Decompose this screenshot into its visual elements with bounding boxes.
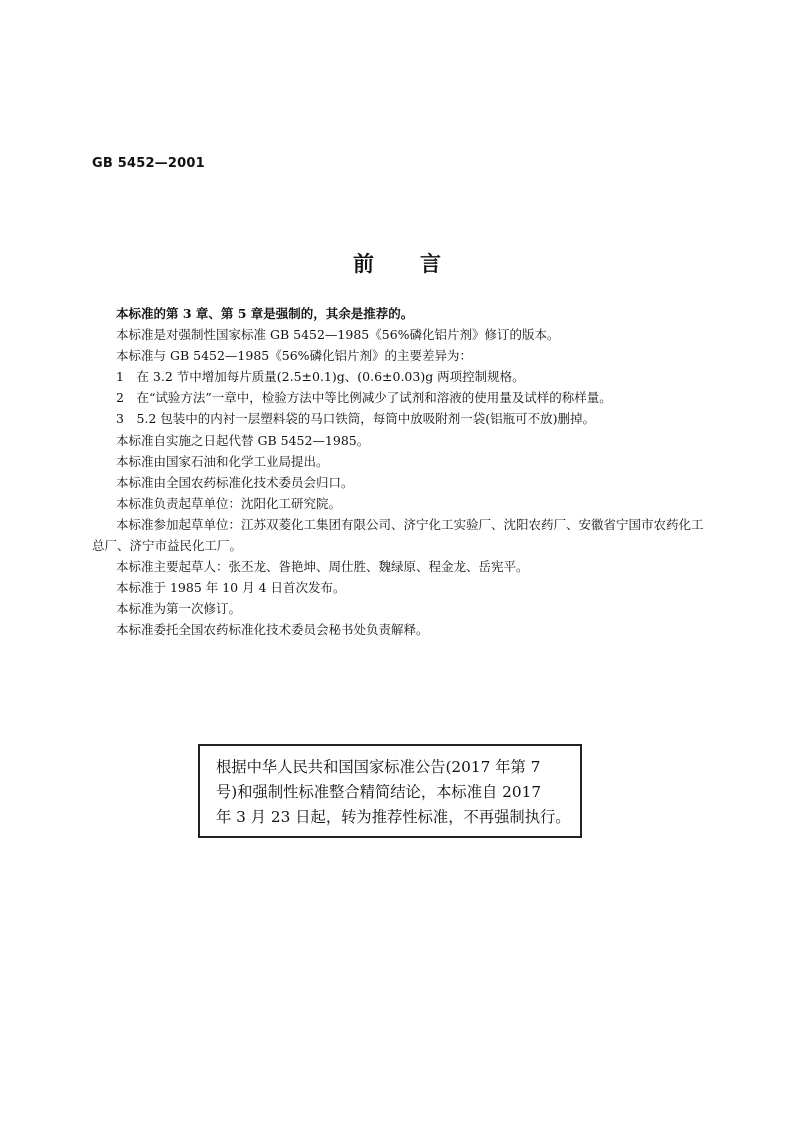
paragraph-replaces: 本标准自实施之日起代替 GB 5452—1985。: [116, 432, 370, 448]
foreword-body: [92, 303, 712, 641]
paragraph-first-issued: 本标准于 1985 年 10 月 4 日首次发布。: [116, 580, 346, 596]
notice-line-2: 号)和强制性标准整合精简结论，本标准自 2017: [216, 783, 542, 801]
paragraph-proposed-by: 本标准由国家石油和化学工业局提出。: [116, 453, 329, 469]
list-item-difference-2: 2 在“试验方法”一章中，检验方法中等比例减少了试剂和溶液的使用量及试样的称样量。: [116, 390, 612, 406]
paragraph-differences-intro: 本标准与 GB 5452—1985《56%磷化铝片剂》的主要差异为：: [116, 348, 473, 364]
notice-box: [198, 744, 582, 838]
paragraph-drafters: 本标准主要起草人：张丕龙、昝艳坤、周仕胜、魏绿原、程金龙、岳宪平。: [116, 559, 529, 575]
paragraph-revision-basis: 本标准是对强制性国家标准 GB 5452—1985《56%磷化铝片剂》修订的版本。: [116, 327, 560, 343]
page-title: 前言: [353, 252, 487, 276]
paragraph-mandatory-chapters: 本标准的第 3 章、第 5 章是强制的，其余是推荐的。: [116, 306, 414, 321]
paragraph-participating-units: 本标准参加起草单位：江苏双菱化工集团有限公司、济宁化工实验厂、沈阳农药厂、安徽省宁国市农药化工总厂、济宁市益民化工厂。: [92, 516, 704, 554]
list-item-difference-1: 1 在 3.2 节中增加每片质量(2.5±0.1)g、(0.6±0.03)g 两项控制规格。: [116, 369, 525, 385]
paragraph-interpretation: 本标准委托全国农药标准化技术委员会秘书处负责解释。: [116, 622, 429, 638]
paragraph-centralized-by: 本标准由全国农药标准化技术委员会归口。: [116, 474, 354, 490]
list-item-difference-3: 3 5.2 包装中的内衬一层塑料袋的马口铁筒，每筒中放吸附剂一袋(铝瓶可不放)删掉。: [116, 411, 596, 427]
paragraph-revision-count: 本标准为第一次修订。: [116, 601, 242, 617]
notice-line-3: 年 3 月 23 日起，转为推荐性标准，不再强制执行。: [216, 808, 571, 826]
standard-code: GB 5452—2001: [92, 156, 205, 171]
notice-line-1: 根据中华人民共和国国家标准公告(2017 年第 7: [216, 758, 541, 776]
paragraph-drafting-unit: 本标准负责起草单位：沈阳化工研究院。: [116, 495, 342, 511]
